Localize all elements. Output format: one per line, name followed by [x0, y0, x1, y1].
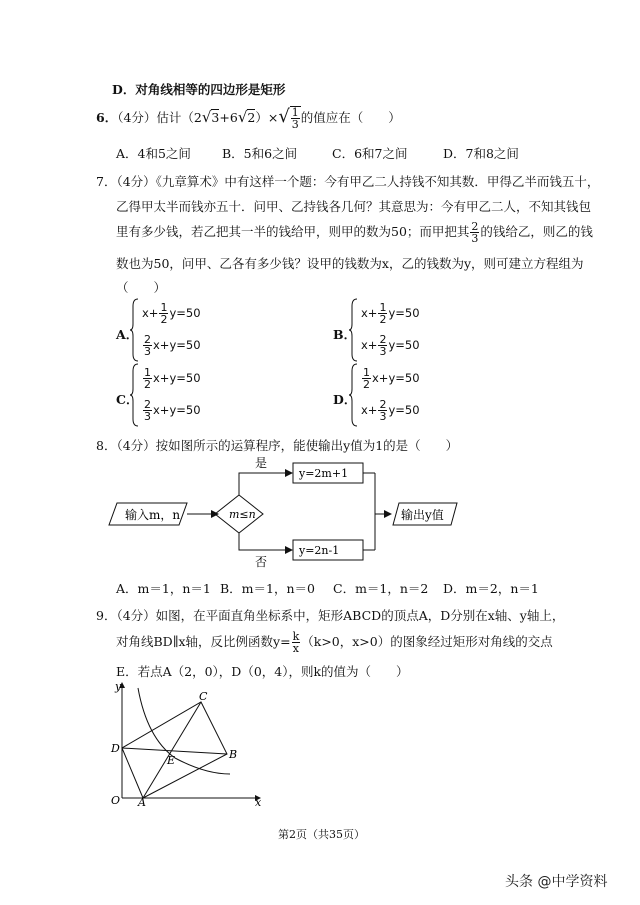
q5-option-d: D．对角线相等的四边形是矩形	[112, 82, 286, 97]
q9-line-3: E．若点A（2，0），D（0，4），则k的值为（ ）	[116, 664, 409, 679]
q8-option-b: B．m＝1，n＝0	[220, 581, 315, 596]
q8-option-a: A．m＝1，n＝1	[116, 581, 211, 596]
q6-option-c: C．6和7之间	[332, 146, 408, 161]
q7-option-d-label: D．	[333, 392, 357, 407]
q7-line-5: （ ）	[116, 280, 167, 295]
brace-icon	[130, 363, 140, 427]
q7-option-b-label: B．	[333, 327, 357, 342]
no-label: 否	[255, 555, 268, 569]
top-process-text: y=2m+1	[299, 467, 349, 480]
brace-icon	[349, 363, 359, 427]
q8-option-d: D．m＝2，n＝1	[443, 581, 539, 596]
q6-option-b: B．5和6之间	[222, 146, 298, 161]
q9-figure	[105, 678, 265, 808]
brace-icon	[130, 298, 140, 362]
y-axis-label: y	[115, 680, 122, 693]
q7-line-2: 乙得甲太半而钱亦五十．问甲、乙持钱各几何？其意思为：今有甲乙二人，不知其钱包	[116, 199, 592, 214]
q6-option-d: D．7和8之间	[443, 146, 519, 161]
watermark: 头条 @中学资料	[505, 874, 608, 890]
point-e-label: E	[167, 754, 176, 767]
q8-stem: 8．（4分）按如图所示的运算程序，能使输出y值为1的是（ ）	[96, 438, 459, 453]
q8-flowchart	[105, 455, 465, 570]
q8-option-c: C．m＝1，n＝2	[333, 581, 429, 596]
yes-label: 是	[255, 456, 268, 470]
q7-line-1: 7．（4分）《九章算术》中有这样一个题：今有甲乙二人持钱不知其数．甲得乙半而钱五十，	[96, 174, 600, 189]
q7-option-c-label: C．	[116, 392, 139, 407]
origin-label: O	[111, 794, 121, 807]
condition-text: m≤n	[229, 508, 256, 521]
point-a-label: A	[138, 796, 146, 808]
q6-option-a: A．4和5之间	[116, 146, 191, 161]
point-d-label: D	[111, 742, 120, 755]
q7-line-3: 里有多少钱，若乙把其一半的钱给甲，则甲的数为50；而甲把其 $\frac{2}{3}$ 的钱给乙，则乙的钱	[116, 220, 593, 245]
q7-line-4: 数也为50，问甲、乙各有多少钱？设甲的钱数为x，乙的钱数为y，则可建立方程组为	[116, 256, 584, 271]
point-b-label: B	[229, 748, 238, 761]
bottom-process-text: y=2n-1	[299, 544, 340, 557]
q9-line-1: 9．（4分）如图，在平面直角坐标系中，矩形ABCD的顶点A，D分别在x轴、y轴上，	[96, 608, 565, 623]
page-footer: 第2页（共35页）	[278, 828, 365, 841]
input-text: 输入m，n	[125, 508, 181, 522]
x-axis-label: x	[255, 796, 262, 808]
q6-stem: 6．（4分）估计（2√3+6√2）×√ $\frac{1}{3}$ 的值应在（ ）	[96, 106, 401, 131]
rectangle-abcd	[122, 702, 227, 798]
point-c-label: C	[199, 690, 208, 703]
q9-line-2: 对角线BD∥x轴，反比例函数y= $\frac{k}{x}$ （k>0，x>0）的图象经过矩形对角线的交点	[116, 630, 553, 655]
q7-option-a-label: A．	[116, 327, 139, 342]
output-text: 输出y值	[401, 508, 444, 522]
brace-icon	[349, 298, 359, 362]
